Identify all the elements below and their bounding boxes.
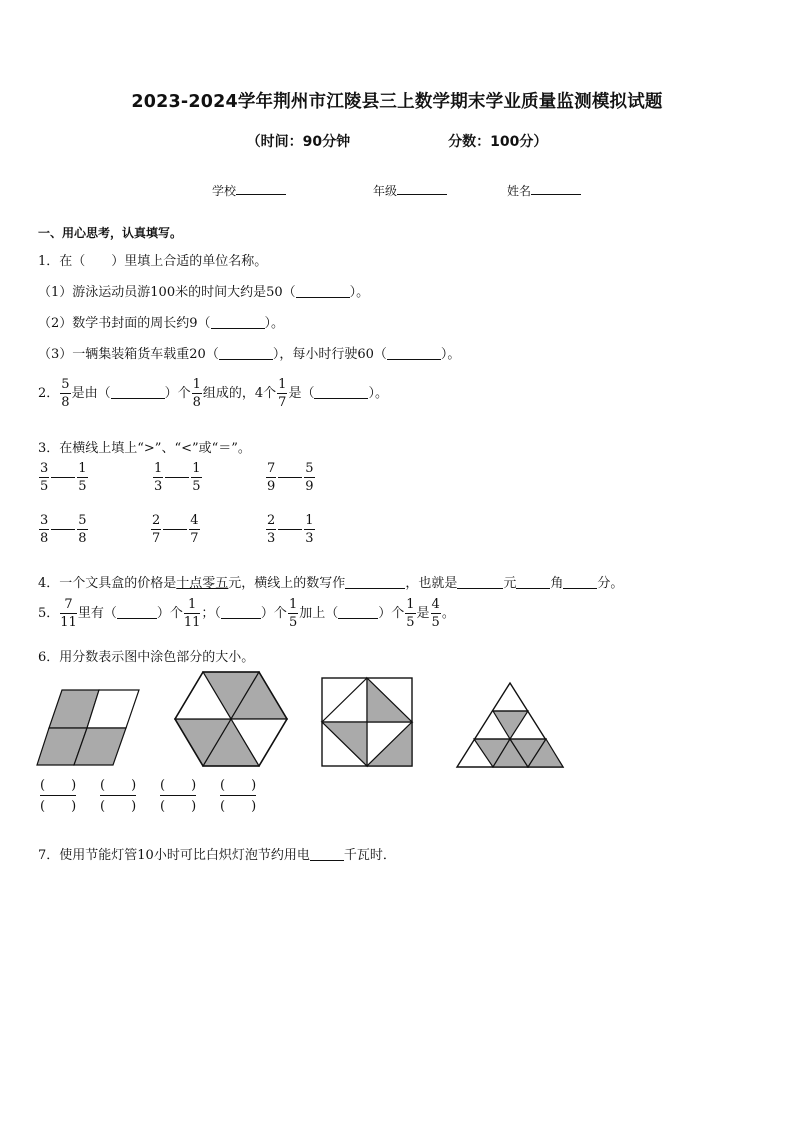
answer-blank[interactable] <box>563 575 597 589</box>
exam-subtitle <box>0 131 794 151</box>
answer-blank[interactable] <box>516 575 550 589</box>
grade-field[interactable] <box>373 182 447 199</box>
school-blank[interactable] <box>236 182 286 195</box>
fraction: $\frac{5}{8}$ <box>61 377 70 410</box>
name-blank[interactable] <box>531 182 581 195</box>
question-7: 7．使用节能灯管10小时可比白炽灯泡节约用电 千瓦时． <box>38 848 396 863</box>
fraction: $\frac{1}{11}$ <box>183 597 201 630</box>
answer-blank[interactable] <box>211 315 265 329</box>
school-field[interactable] <box>212 182 286 199</box>
fraction: $\frac{1}{5}$ <box>288 597 298 630</box>
triangle-figure <box>456 682 566 768</box>
section-heading: 一、用心思考，认真填写。 <box>38 226 183 240</box>
comparison-item: $\frac{3}{8}$ $\frac{5}{8}$ <box>40 513 87 546</box>
time-limit: （时间：90分钟 <box>246 134 351 150</box>
answer-fraction[interactable]: ( ) ( ) <box>100 778 137 814</box>
grade-label: 年级 <box>373 184 398 198</box>
page-title: 2023-2024学年荆州市江陵县三上数学期末学业质量监测模拟试题 <box>131 92 663 112</box>
answer-blank[interactable] <box>345 575 405 589</box>
question-5: 5． $\frac{7}{11}$ 里有（ ）个 $\frac{1}{11}$ ；（ ）个 $\frac{1}{5}$ 加上（ ）个 $\frac{1}{5}$ 是 $\frac{4}{5}$ 。 <box>38 597 455 630</box>
fraction: $\frac{7}{11}$ <box>60 597 77 630</box>
underlined-amount: 十点零五 <box>176 576 229 591</box>
comparison-blank[interactable] <box>51 477 75 478</box>
answer-blank[interactable] <box>219 346 273 360</box>
answer-blank[interactable] <box>111 385 165 399</box>
comparison-blank[interactable] <box>163 529 187 530</box>
question-1-part-1: （1）游泳运动员游100米的时间大约是50（ ）。 <box>38 285 370 300</box>
question-3-stem: 3．在横线上填上“>”、“<”或“＝”。 <box>38 441 251 456</box>
question-4: 4．一个文具盒的价格是十点零五元，横线上的数写作 ，也就是 元 角 分。 <box>38 576 624 591</box>
question-2: 2． $\frac{5}{8}$ 是由（ ）个 $\frac{1}{8}$ 组成的，4个 $\frac{1}{7}$ 是（ ）。 <box>38 377 388 410</box>
answer-blank[interactable] <box>296 284 350 298</box>
comparison-blank[interactable] <box>278 529 302 530</box>
question-1-part-3: （3）一辆集装箱货车载重20（ ），每小时行驶60（ ）。 <box>38 347 461 362</box>
comparison-blank[interactable] <box>165 477 189 478</box>
square-figure <box>321 677 413 767</box>
hexagon-figure <box>174 671 288 767</box>
answer-blank[interactable] <box>221 605 261 619</box>
answer-fraction[interactable]: ( ) ( ) <box>160 778 197 814</box>
fraction: $\frac{1}{5}$ <box>406 597 415 630</box>
comparison-item: $\frac{7}{9}$ $\frac{5}{9}$ <box>267 461 314 494</box>
answer-blank[interactable] <box>310 847 344 861</box>
comparison-item: $\frac{1}{3}$ $\frac{1}{5}$ <box>154 461 201 494</box>
answer-blank[interactable] <box>387 346 441 360</box>
question-1-part-2: （2）数学书封面的周长约9（ ）。 <box>38 316 285 331</box>
fraction: $\frac{1}{8}$ <box>192 377 201 410</box>
comparison-item: $\frac{3}{5}$ $\frac{1}{5}$ <box>40 461 87 494</box>
total-score: 分数：100分） <box>448 134 548 150</box>
question-6-stem: 6．用分数表示图中涂色部分的大小。 <box>38 650 255 665</box>
answer-fraction[interactable]: ( ) ( ) <box>220 778 257 814</box>
answer-blank[interactable] <box>314 385 368 399</box>
name-field[interactable] <box>507 182 581 199</box>
fraction: $\frac{4}{5}$ <box>431 597 440 630</box>
grade-blank[interactable] <box>397 182 447 195</box>
answer-fraction[interactable]: ( ) ( ) <box>40 778 77 814</box>
comparison-item: $\frac{2}{3}$ $\frac{1}{3}$ <box>267 513 314 546</box>
name-label: 姓名 <box>507 184 532 198</box>
answer-blank[interactable] <box>338 605 378 619</box>
school-label: 学校 <box>212 184 237 198</box>
comparison-blank[interactable] <box>51 529 75 530</box>
fraction: $\frac{1}{7}$ <box>278 377 287 410</box>
comparison-item: $\frac{2}{7}$ $\frac{4}{7}$ <box>152 513 199 546</box>
parallelogram-figure <box>36 690 142 766</box>
answer-blank[interactable] <box>457 575 503 589</box>
comparison-blank[interactable] <box>278 477 302 478</box>
question-1-stem: 1．在（ ）里填上合适的单位名称。 <box>38 254 268 269</box>
answer-blank[interactable] <box>117 605 157 619</box>
